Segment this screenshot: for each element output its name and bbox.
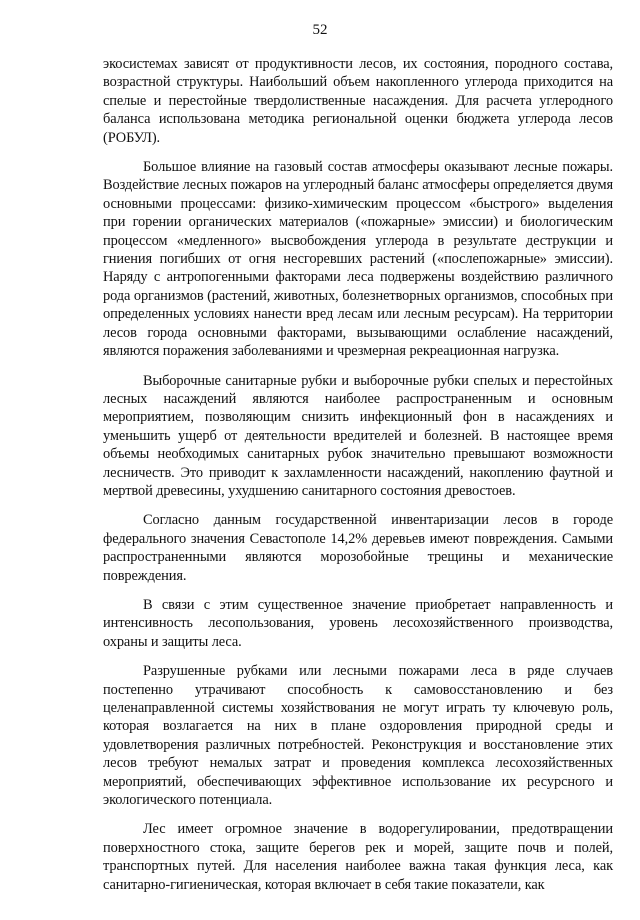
paragraph-sanitary-felling: Выборочные санитарные рубки и выборочные рубки спелых и перестойных лесных насаждений являются наиболее распространенным и основным мероприятием, позволяющим снизить инфекционный фон в насаждениях и уменьшить ущерб от деятельности вредителей и болезней. В настоящее время объемы необходимых санитарных рубок значительно превышают возможности лесничеств. Это приводит к захламленности насаждений, накоплению фаутной и мертвой древесины, ухудшению санитарного состояния древостоев. [103, 372, 613, 499]
paragraph-inventory-damage: Согласно данным государственной инвентаризации лесов в городе федерального значения Севастополе 14,2% деревьев имеют повреждения. Самыми распространенными являются морозобойные трещины и механические повреждения. [103, 512, 613, 584]
page-number: 52 [312, 22, 328, 38]
paragraph-forest-fires: Большое влияние на газовый состав атмосферы оказывают лесные пожары. Воздействие лесных пожаров на углеродный баланс атмосферы определяется двумя основными процессами: физико-химическим процессом «быстрого» выделения при горении органических материалов («пожарные» эмиссии) и биологическим процессом «медленного» высвобождения углерода в результате деструкции и гниения погибших от огня несгоревших растений («послепожарные» эмиссии). Наряду с антропогенными факторами леса подвержены воздействию различного рода организмов (растений, животных, болезнетворных организмов, способных при определенных условиях нанести вред лесам или лесным ресурсам). На территории лесов города основными факторами, вызывающими ослабление насаждений, являются поражения заболеваниями и чрезмерная рекреационная нагрузка. [103, 159, 613, 360]
document-body [103, 55, 613, 905]
paragraph-water-regulation: Лес имеет огромное значение в водорегулировании, предотвращении поверхностного стока, защите берегов рек и морей, защите почв и полей, транспортных путей. Для населения наиболее важна такая функция леса, как санитарно-гигиеническая, которая включает в себя такие показатели, как [103, 821, 613, 893]
paragraph-carbon-budget: экосистемах зависят от продуктивности лесов, их состояния, породного состава, возрастной структуры. Наибольший объем накопленного углерода приходится на спелые и перестойные твердолиственные насаждения. Для расчета углеродного баланса использована методика региональной оценки бюджета углерода лесов (РОБУЛ). [103, 56, 613, 146]
paragraph-forest-restoration: Разрушенные рубками или лесными пожарами леса в ряде случаев постепенно утрачивают способность к самовосстановлению и без целенаправленной системы хозяйствования не могут играть ту ключевую роль, которая возлагается на них в плане оздоровления природной среды и удовлетворения различных потребностей. Реконструкция и восстановление этих лесов требуют немалых затрат и проведения комплекса лесохозяйственных мероприятий, обеспечивающих эффективное использование их ресурсного и экологического потенциала. [103, 663, 613, 809]
paragraph-forest-use-intensity: В связи с этим существенное значение приобретает направленность и интенсивность лесопользования, уровень лесохозяйственного производства, охраны и защиты леса. [103, 596, 613, 650]
